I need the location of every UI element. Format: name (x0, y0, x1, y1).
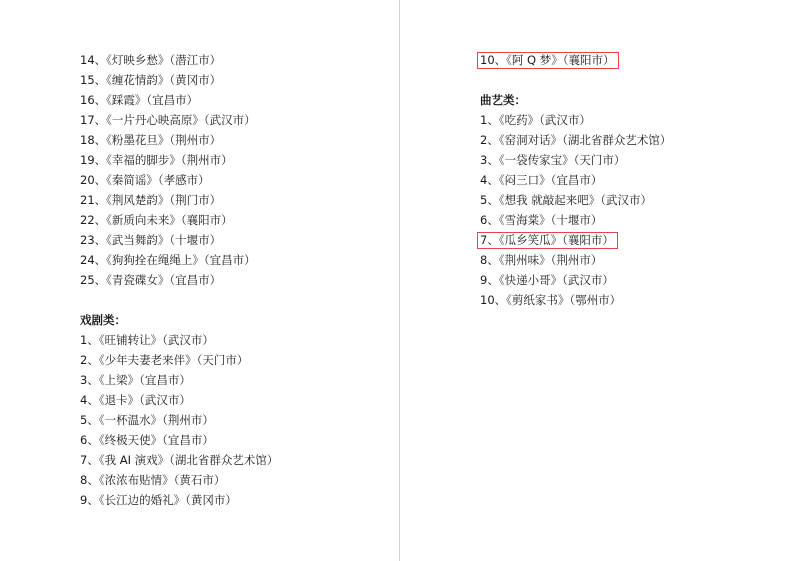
list-item: 25、《青瓷碟女》（宜昌市） (80, 273, 222, 287)
list-item: 1、《旺铺转让》（武汉市） (80, 333, 214, 347)
list-item: 5、《想我 就敲起来吧》（武汉市） (480, 193, 652, 207)
highlight-box: 7、《瓜乡笑瓜》（襄阳市） (477, 232, 618, 249)
left-column (80, 50, 380, 510)
list-item: 18、《粉墨花旦》（荆州市） (80, 133, 222, 147)
list-item: 9、《长江边的婚礼》（黄冈市） (80, 493, 237, 507)
list-item: 21、《荆风楚韵》（荆门市） (80, 193, 222, 207)
list-item: 16、《踩霞》（宜昌市） (80, 93, 199, 107)
list-item: 20、《秦简谣》（孝感市） (80, 173, 210, 187)
list-item: 8、《浓浓布贴情》（黄石市） (80, 473, 226, 487)
list-item: 2、《少年夫妻老来伴》（天门市） (80, 353, 249, 367)
list-item: 22、《新质向未来》（襄阳市） (80, 213, 233, 227)
list-item: 7、《我 AI 演戏》（湖北省群众艺术馆） (80, 453, 279, 467)
list-item: 4、《闷三口》（宜昌市） (480, 173, 603, 187)
list-item: 14、《灯映乡愁》（潜江市） (80, 53, 222, 67)
list-item: 9、《快递小哥》（武汉市） (480, 273, 614, 287)
list-item: 17、《一片丹心映高原》（武汉市） (80, 113, 256, 127)
drama-section-heading: 戏剧类： (80, 313, 126, 327)
list-item: 8、《荆州味》（荆州市） (480, 253, 603, 267)
list-item: 1、《吃药》（武汉市） (480, 113, 591, 127)
list-item: 2、《窑洞对话》（湖北省群众艺术馆） (480, 133, 672, 147)
list-item: 6、《终极天使》（宜昌市） (80, 433, 214, 447)
list-item: 4、《退卡》（武汉市） (80, 393, 191, 407)
list-item: 6、《雪海棠》（十堰市） (480, 213, 603, 227)
spacer (480, 70, 780, 90)
list-item: 23、《武当舞韵》（十堰市） (80, 233, 222, 247)
right-page (400, 0, 800, 561)
list-item: 19、《幸福的脚步》（荆州市） (80, 153, 233, 167)
quyi-section-heading: 曲艺类： (480, 93, 526, 107)
right-column (480, 50, 780, 310)
list-item: 15、《缠花情韵》（黄冈市） (80, 73, 222, 87)
list-item: 3、《一袋传家宝》（天门市） (480, 153, 626, 167)
list-item: 10、《剪纸家书》（鄂州市） (480, 293, 622, 307)
spacer (80, 290, 380, 310)
list-item-highlighted (480, 230, 780, 250)
list-item: 24、《狗狗拴在绳绳上》（宜昌市） (80, 253, 256, 267)
left-page (0, 0, 399, 561)
highlight-box: 10、《阿 Q 梦》（襄阳市） (477, 52, 619, 69)
list-item-highlighted (480, 50, 780, 70)
list-item: 5、《一杯温水》（荆州市） (80, 413, 214, 427)
list-item: 3、《上梁》（宜昌市） (80, 373, 191, 387)
